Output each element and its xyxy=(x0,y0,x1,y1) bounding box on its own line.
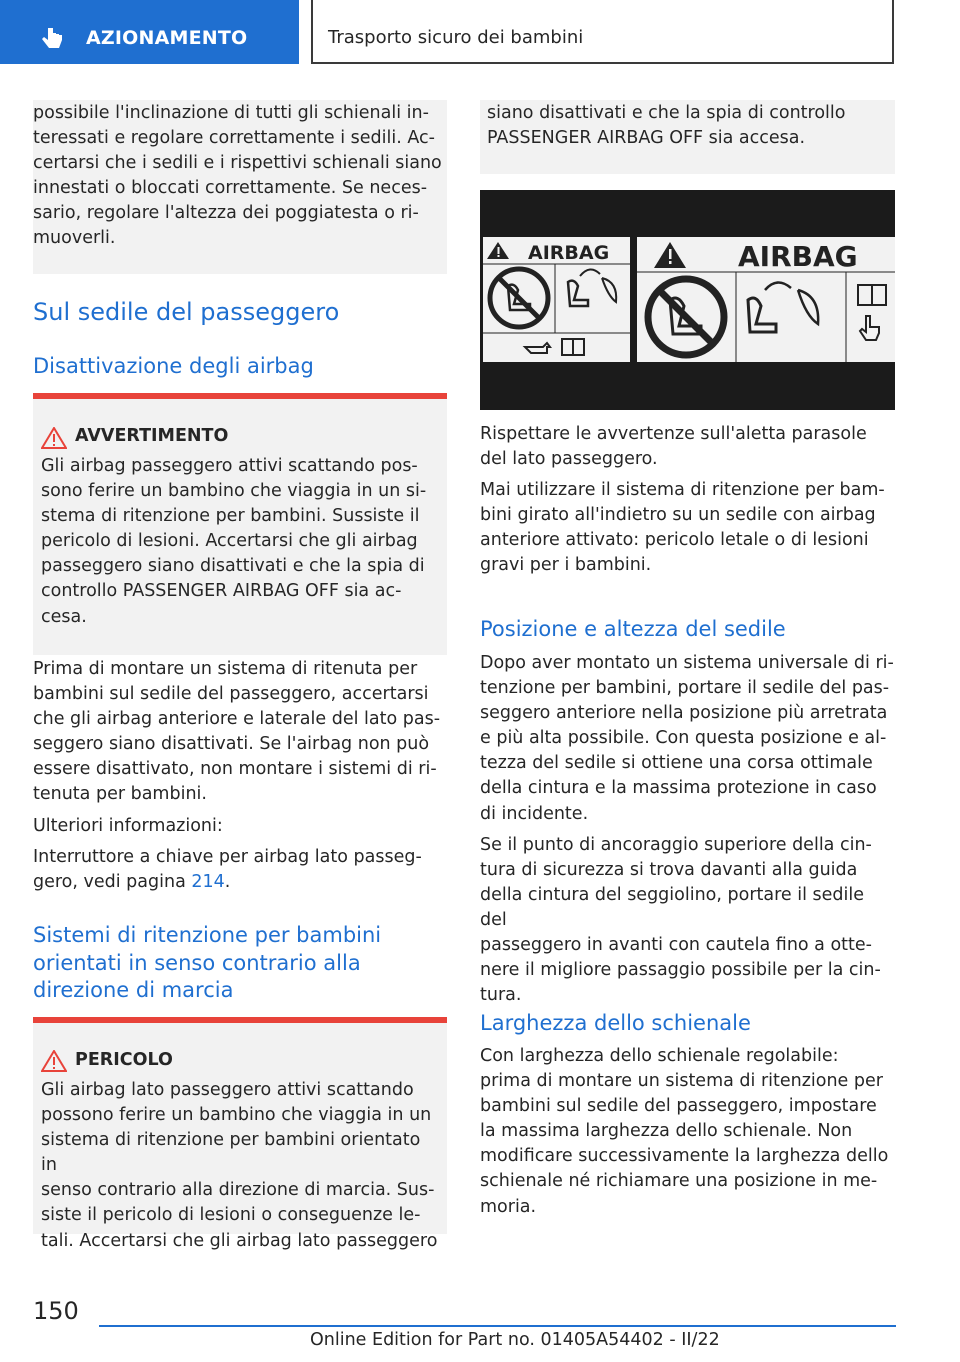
heading-rear-facing: Sistemi di ritenzione per bambini orientati in senso contrario alla direzione di marcia xyxy=(33,923,382,1002)
right-body-3 xyxy=(480,1044,895,1220)
chapter-tab[interactable] xyxy=(0,0,299,64)
left-body xyxy=(33,657,447,895)
para-before-mounting: Prima di montare un sistema di ritenuta per bambini sul sedile del passeggero, accertarsi che gli airbag anteriore e laterale del lato pas- seggero siano disattivati. Se l'airbag non può essere disattivato, non montare i sistemi di ri- tenuta per bambini. xyxy=(33,659,441,805)
airbag-label-small-text: AIRBAG xyxy=(528,242,610,264)
para-more-info: Ulteriori informazioni: xyxy=(33,815,223,836)
para-sun-visor: Rispettare le avvertenze sull'aletta parasole del lato passeggero. xyxy=(480,424,867,470)
danger-triangle-icon xyxy=(41,1050,67,1072)
intro-text: possibile l'inclinazione di tutti gli schienali in- teressati e regolare correttamente i sedili. Ac- certarsi che i sedili e i rispettivi schienali siano innestati o bloccati correttamente. Se neces- sario, regolare l'altezza dei poggiatesta o ri- muoverli. xyxy=(33,103,442,249)
para-anchor-point: Se il punto di ancoraggio superiore della cin- tura di sicurezza si trova davanti alla guida della cintura del seggiolino, portare il sedile del passeggero in avanti con cautela fino a otte- nere il migliore passaggio possibile per la cin- tura. xyxy=(480,834,881,1006)
section-header xyxy=(311,0,894,64)
right-body-2 xyxy=(480,651,895,1008)
intro-box xyxy=(33,100,447,274)
heading-airbag-deactivation: Disattivazione degli airbag xyxy=(33,354,314,378)
danger-title: PERICOLO xyxy=(75,1050,173,1070)
para-backrest-width: Con larghezza dello schienale regolabile: prima di montare un sistema di ritenzione per bambini sul sedile del passeggero, impostare la massima larghezza dello schienale. Non modificare successivamente la larghezza dello schienale né richiamare una posizione in me- moria. xyxy=(480,1046,889,1217)
footer-divider xyxy=(99,1325,896,1327)
right-body-1 xyxy=(480,422,895,579)
danger-box xyxy=(33,1017,447,1251)
page-number: 150 xyxy=(33,1297,79,1325)
warning-triangle-icon xyxy=(41,427,67,449)
continuation-text: siano disattivati e che la spia di controllo PASSENGER AIRBAG OFF sia accesa. xyxy=(487,103,846,149)
para-key-switch: Interruttore a chiave per airbag lato passeg- gero, vedi pagina 214. xyxy=(33,846,422,892)
continuation-box xyxy=(480,100,895,174)
hand-pointer-icon xyxy=(40,26,66,52)
danger-text: Gli airbag lato passeggero attivi scattando possono ferire un bambino che viaggia in un sistema di ritenzione per bambini orientato in senso contrario alla direzione di marcia. Sus- siste il pericolo di lesioni o conseguenze le- tali. Accertarsi che gli airbag lato passeggero xyxy=(41,1080,438,1251)
heading-seat-position: Posizione e altezza del sedile xyxy=(480,617,786,641)
airbag-warning-labels xyxy=(480,190,895,410)
heading-backrest-width: Larghezza dello schienale xyxy=(480,1011,751,1035)
warning-title: AVVERTIMENTO xyxy=(75,426,229,446)
warning-text: Gli airbag passeggero attivi scattando pos- sono ferire un bambino che viaggia in un si- stema di ritenzione per bambini. Sussiste il pericolo di lesioni. Accertarsi che gli airbag passeggero siano disattivati e che la spia di controllo PASSENGER AIRBAG OFF sia ac- cesa. xyxy=(41,456,427,627)
para-universal-system: Dopo aver montato un sistema universale di ri- tenzione per bambini, portare il sedile del pas- seggero anteriore nella posizione più arretrata e più alta possibile. Con questa posizione e al- tezza del sedile si ottiene una corsa ottimale della cintura e la massima protezione in caso di incidente. xyxy=(480,653,894,824)
airbag-label-large-text: AIRBAG xyxy=(738,240,858,273)
warning-box xyxy=(33,393,447,655)
chapter-title: AZIONAMENTO xyxy=(86,27,248,49)
page-link-214[interactable]: 214 xyxy=(191,871,225,892)
edition-footer: Online Edition for Part no. 01405A54402 - II/22 xyxy=(310,1330,720,1350)
section-title: Trasporto sicuro dei bambini xyxy=(328,27,584,48)
para-never-use: Mai utilizzare il sistema di ritenzione per bam- bini girato all'indietro su un sedile con airbag anteriore attivato: pericolo letale o di lesioni gravi per i bambini. xyxy=(480,480,885,576)
airbag-label-image xyxy=(480,190,895,410)
heading-passenger-seat: Sul sedile del passeggero xyxy=(33,298,340,326)
